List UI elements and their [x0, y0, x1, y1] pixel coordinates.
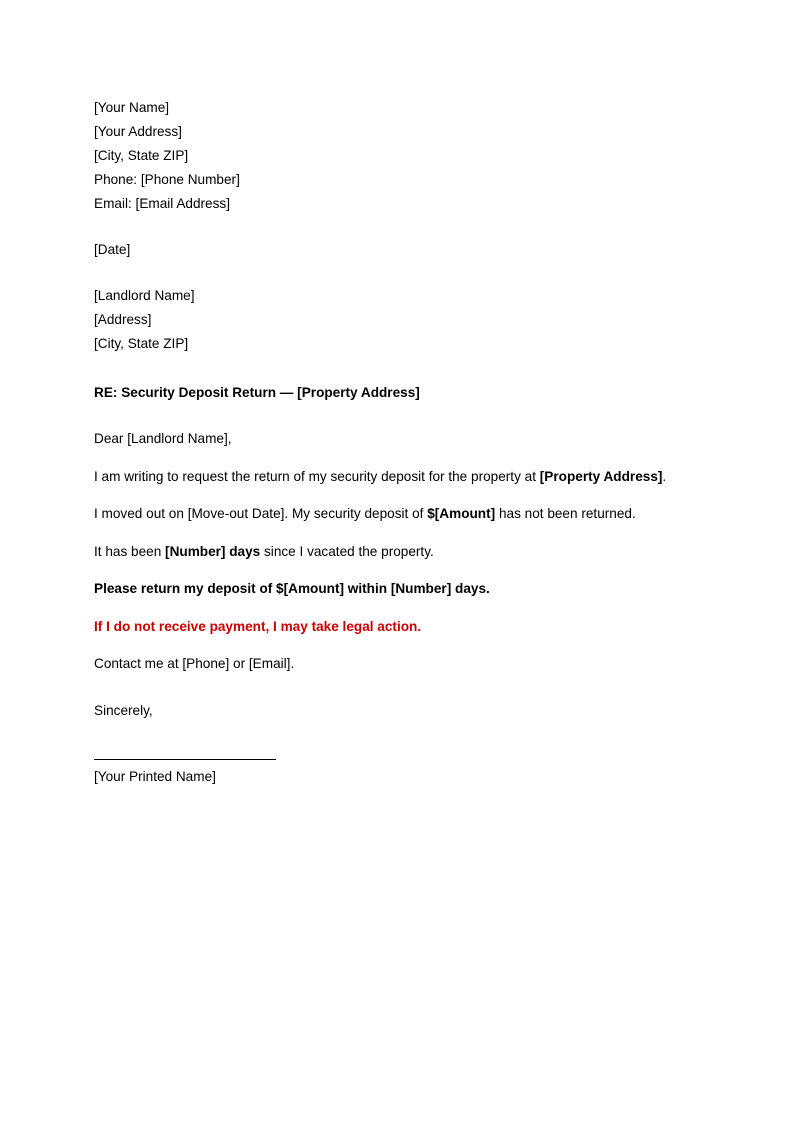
paragraph-request-text-before: I am writing to request the return of my security deposit for the property at	[94, 468, 540, 484]
spacer-after-sender	[94, 216, 691, 238]
paragraph-moveout-amount: $[Amount]	[427, 506, 496, 521]
subject-line: RE: Security Deposit Return — [Property Address]	[94, 385, 420, 400]
paragraph-moveout-text-before: I moved out on [Move-out Date]. My security deposit of	[94, 506, 428, 521]
recipient-address-block	[94, 284, 691, 356]
signature-space	[94, 722, 691, 759]
paragraph-request-text-after: .	[662, 468, 667, 484]
printed-name: [Your Printed Name]	[94, 769, 216, 784]
recipient-line-street: [Address]	[94, 312, 152, 327]
closing-salutation: Sincerely,	[94, 702, 153, 718]
date-block	[94, 238, 691, 262]
paragraph-request-property-address: [Property Address]	[539, 468, 663, 484]
spacer-after-subject	[94, 404, 691, 428]
sender-address-block	[94, 96, 691, 216]
paragraph-days-count: [Number] days	[165, 543, 261, 559]
recipient-line-city: [City, State ZIP]	[94, 336, 189, 351]
spacer-after-date	[94, 262, 691, 284]
paragraph-days-text-after: since I vacated the property.	[260, 543, 434, 559]
legal-action-warning: If I do not receive payment, I may take legal action.	[94, 618, 422, 634]
demand-statement: Please return my deposit of $[Amount] within [Number] days.	[94, 581, 490, 596]
sender-line-street: [Your Address]	[94, 124, 182, 139]
contact-statement: Contact me at [Phone] or [Email].	[94, 656, 295, 671]
sender-line-email: Email: [Email Address]	[94, 196, 230, 211]
recipient-line-name: [Landlord Name]	[94, 288, 195, 303]
paragraph-request	[94, 466, 691, 489]
spacer-before-subject	[94, 356, 691, 382]
spacer-before-closing	[94, 676, 691, 700]
paragraph-days-text-before: It has been	[94, 543, 166, 559]
paragraph-moveout	[94, 503, 691, 526]
date-line: [Date]	[94, 242, 131, 257]
sender-line-city: [City, State ZIP]	[94, 148, 189, 163]
sender-line-name: [Your Name]	[94, 100, 170, 115]
paragraph-moveout-text-after: has not been returned.	[495, 506, 636, 521]
letter-body	[94, 96, 691, 788]
salutation: Dear [Landlord Name],	[94, 431, 232, 446]
paragraph-days-elapsed	[94, 541, 691, 564]
sender-line-phone: Phone: [Phone Number]	[94, 172, 240, 187]
